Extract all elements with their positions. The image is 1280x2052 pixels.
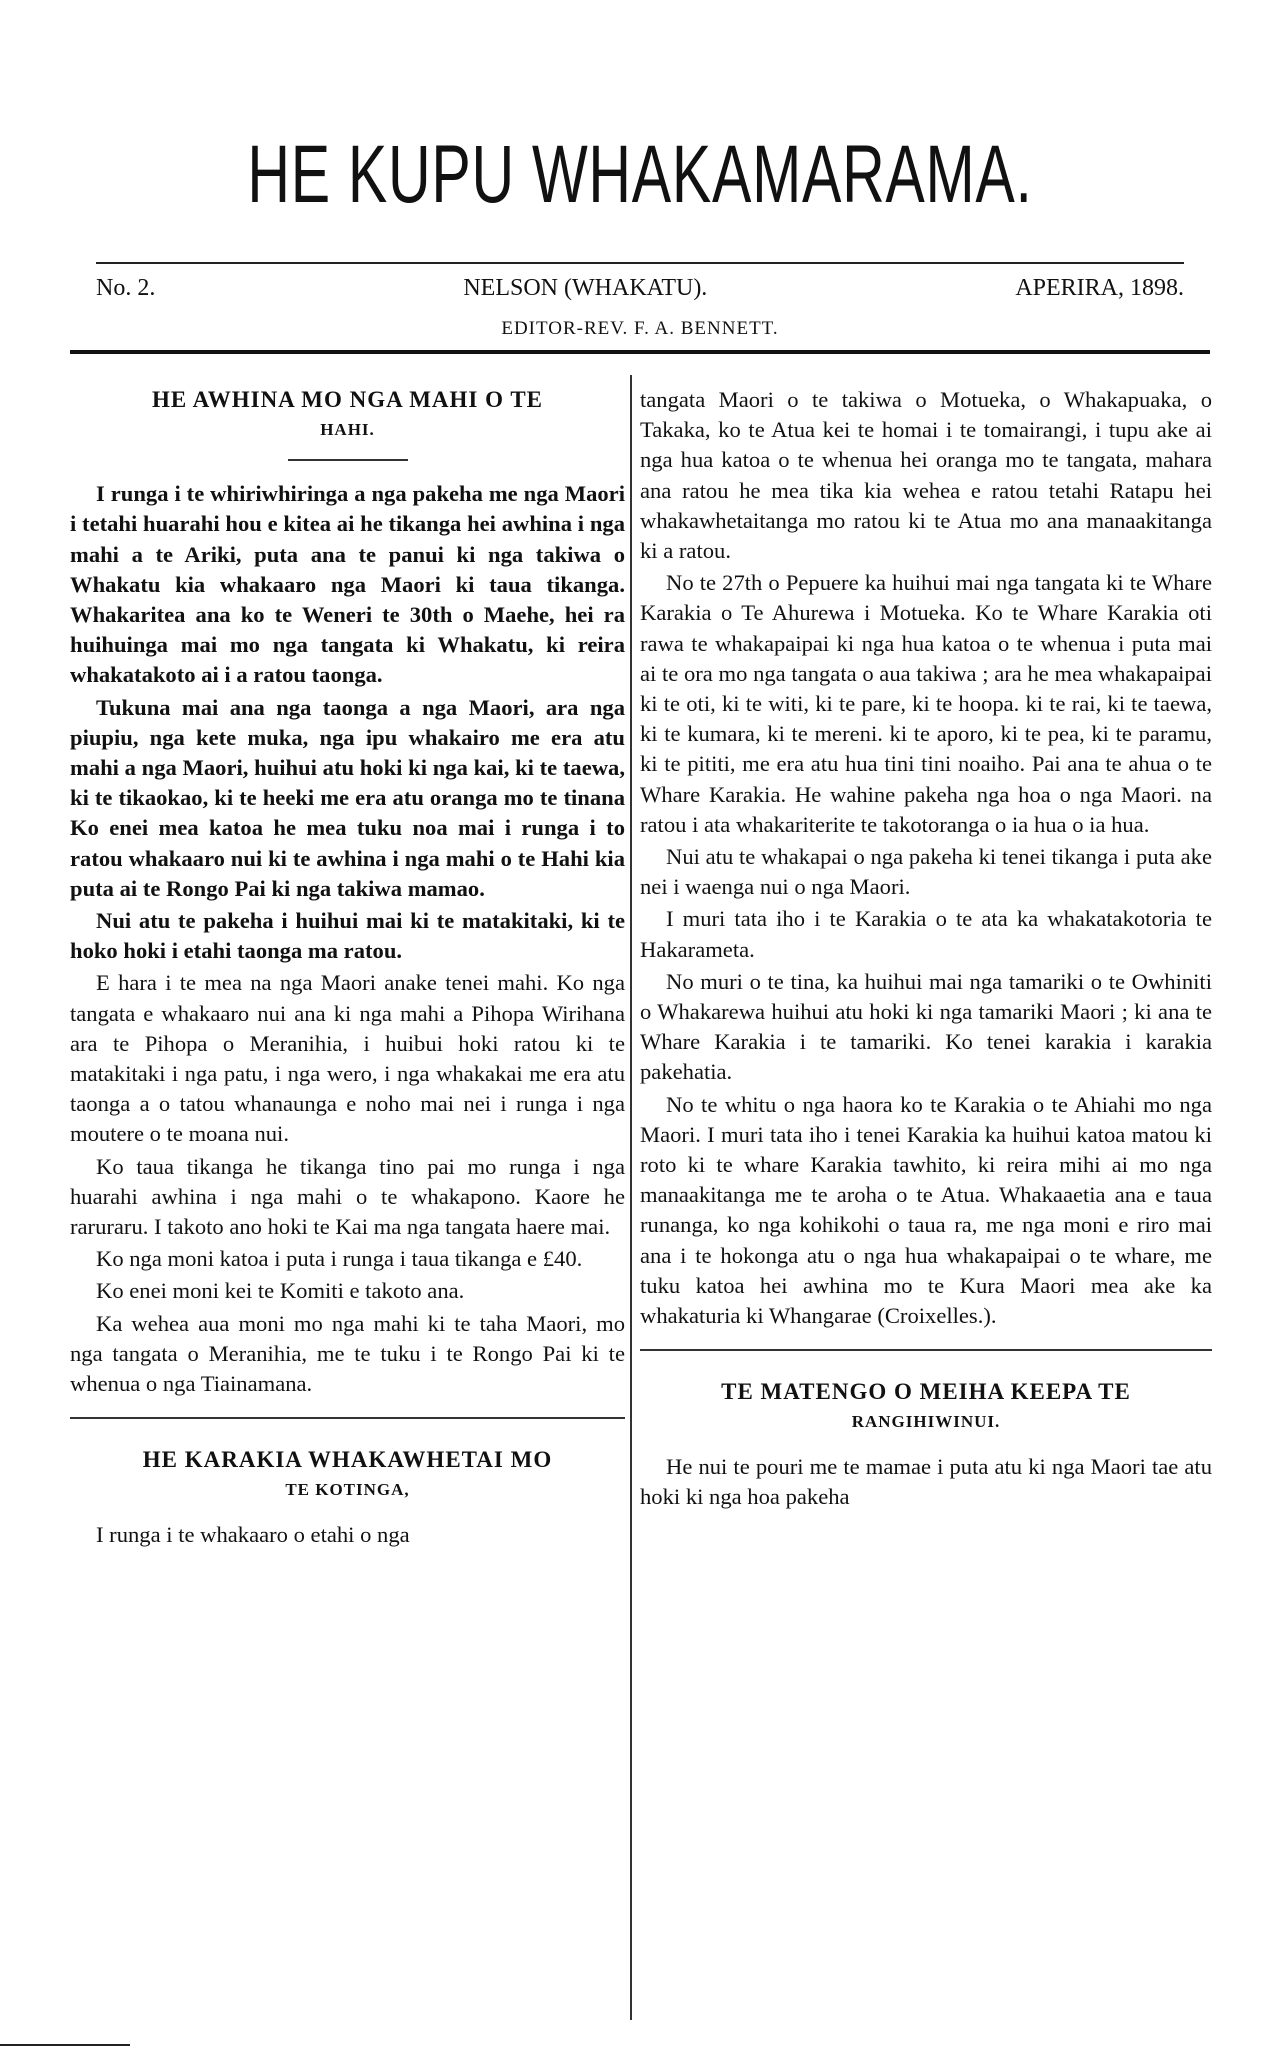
article1-paragraph: Tukuna mai ana nga taonga a nga Maori, ara nga piupiu, nga kete muka, nga ipu whakairo me era atu mahi a nga Maori, huihui atu hoki ki nga kai, ki te taewa, ki te tikaokao, ki te heeki me era atu oranga mo te tinana Ko enei mea katoa he mea tuku noa mai i runga i to ratou whakaaro nui ki te awhina i nga mahi o te Hahi kia puta ai te Rongo Pai ki nga takiwa mamao. (70, 694, 625, 901)
top-rule (96, 262, 1184, 264)
article-separator (70, 1417, 625, 1419)
right-column (640, 385, 1212, 1514)
issue-number: No. 2. (96, 275, 156, 301)
article1-paragraph: Ko nga moni katoa i puta i runga i taua tikanga e £40. (96, 1246, 583, 1272)
article2-headline: HE KARAKIA WHAKAWHETAI MO (142, 1447, 553, 1473)
article1-paragraph: E hara i te mea na nga Maori anake tenei mahi. Ko nga tangata e whakaaro nui ana ki nga mahi a Pihopa Wirihana ara te Pihopa o Meranihia, i huibui hoki ratou ki te matakitaki i nga patu, i nga wero, i nga whakakai me era atu taonga a o tatou whanaunga e noho mai nei i runga i nga moutere o te moana nui. (70, 970, 625, 1147)
masthead-title: HE KUPU WHAKAMARAMA. (247, 129, 1033, 220)
column-divider (630, 375, 632, 2020)
article1-headline: HE AWHINA MO NGA MAHI O TE (151, 387, 544, 412)
article2-continued-paragraph: I muri tata iho i te Karakia o te ata ka whakatakotoria te Hakarameta. (640, 906, 1212, 962)
header-rule (70, 350, 1210, 354)
article1-paragraph: Ka wehea aua moni mo nga mahi ki te taha Maori, mo nga tangata o Meranihia, me te tuku i te Rongo Pai ki te whenua o nga Tiainamana. (70, 1310, 625, 1397)
article2-continued-paragraph: tangata Maori o te takiwa o Motueka, o Whakapuaka, o Takaka, ko te Atua kei te homai i te tomairangi, i tupu ake ai nga hua katoa o te whenua hei oranga mo te tangata, mahara ana ratou he mea tika kia wehea e ratou tetahi Ratapu hei whakawhetaitanga mo ratou ki te Atua mo ana manaakitanga ki a ratou. (640, 387, 1212, 564)
article2-continued-paragraph: No te 27th o Pepuere ka huihui mai nga tangata ki te Whare Karakia o Te Ahurewa i Motueka. Ko te Whare Karakia oti rawa te whakapaipai ki nga hua katoa o te whenua i puta mai ai te ora mo nga tangata o aua takiwa ; ara he mea whakapaipai ki te oti, ki te witi, ki te pare, ki te hoopa. ki te rai, ki te taewa, ki te kumara, ki te mereni. ki te aporo, ki te pea, ki te paramu, ki te pititi, me era atu hua tini tini noaiho. Pai ana te ahua o te Whare Karakia. He wahine pakeha nga hoa o nga Maori. na ratou i ata whakariterite te takotoranga o ia hua o ia hua. (640, 570, 1212, 837)
article1-paragraph: Ko enei moni kei te Komiti e takoto ana. (96, 1278, 465, 1304)
article2-headline-line2: TE KOTINGA, (285, 1480, 410, 1500)
article1-paragraph: Ko taua tikanga he tikanga tino pai mo runga i nga huarahi awhina i nga mahi o te whakapono. Kaore he raruraru. I takoto ano hoki te Kai ma nga tangata haere mai. (70, 1153, 625, 1240)
article2-continued-paragraph: Nui atu te whakapai o nga pakeha ki tenei tikanga i puta ake nei i waenga nui o nga Maori. (640, 844, 1212, 900)
article3-paragraph: He nui te pouri me te mamae i puta atu ki nga Maori tae atu hoki ki nga hoa pakeha (640, 1453, 1212, 1509)
issue-place: NELSON (WHAKATU). (463, 275, 708, 301)
article1-paragraph: Nui atu te pakeha i huihui mai ki te matakitaki, ki te hoko hoki i etahi taonga ma ratou. (70, 908, 625, 964)
article1-paragraph: I runga i te whiriwhiringa a nga pakeha me nga Maori i tetahi huarahi hou e kitea ai he tikanga hei awhina i nga mahi a te Ariki, puta ana te panui ki nga takiwa o Whakatu kia whakaaro nga Maori ki taua tikanga. Whakaritea ana ko te Weneri te 30th o Maehe, hei ra huihuinga mai mo nga tangata ki Whakatu, ki reira whakatakoto ai i a ratou taonga. (70, 481, 625, 688)
article1-headline-line2: HAHI. (320, 420, 375, 439)
article2-paragraph: I runga i te whakaaro o etahi o nga (96, 1521, 410, 1547)
article-separator (640, 1349, 1212, 1351)
left-column (70, 385, 625, 1552)
issue-info-row (96, 275, 1184, 302)
article3-headline: TE MATENGO O MEIHA KEEPA TE (721, 1379, 1131, 1405)
article1-rule (288, 459, 408, 461)
article3-headline-line2: RANGIHIWINUI. (851, 1412, 1001, 1432)
article2-continued-paragraph: No muri o te tina, ka huihui mai nga tamariki o te Owhiniti o Whakarewa huihui atu hoki ki nga tamariki Maori ; ki ana te Whare Karakia i te tamariki. Ko tenei karakia i karakia pakehatia. (640, 968, 1212, 1085)
footer-rule (0, 2044, 130, 2046)
article2-continued-paragraph: No te whitu o nga haora ko te Karakia o te Ahiahi mo nga Maori. I muri tata iho i tenei Karakia ka huihui katoa matou ki roto ki te whare Karakia tawhito, ki reira mihi ai mo nga manaakitanga me te aroha o te Atua. Whakaaetia ana e taua runanga, ko nga kohikohi o taua ra, me nga moni e riro mai ana i te hokonga atu o nga hua whakapaipai o te whare, me tuku katoa hei awhina mo te Kura Maori mea ake ka whakaturia ki Whangarae (Croixelles.). (640, 1091, 1212, 1329)
editor-line: EDITOR-REV. F. A. BENNETT. (501, 318, 779, 339)
issue-date: APERIRA, 1898. (1015, 275, 1184, 301)
